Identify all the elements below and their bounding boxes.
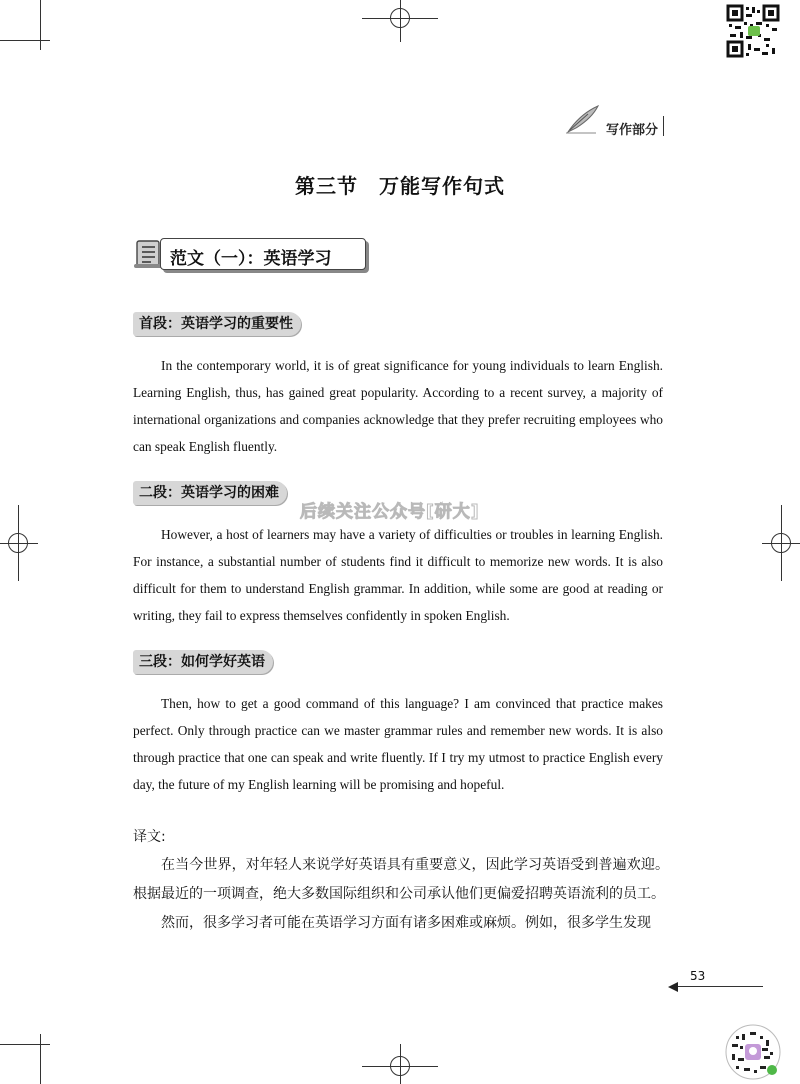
header-divider: [663, 116, 664, 136]
paragraph-heading-3: 三段：如何学好英语: [133, 650, 273, 674]
paragraph-heading-2: 二段：英语学习的困难: [133, 481, 287, 505]
paragraph-3: Then, how to get a good command of this language? I am convinced that practice makes perfect. Only through practice can we master grammar rules and remember new words. It is also through practice that one can speak and write fluently. If I try my utmost to practice English every day, the future of my English learning will be promising and hopeful.: [133, 696, 663, 792]
sample-title: 范文（一）：英语学习: [170, 249, 332, 269]
section-title: 第三节 万能写作句式: [295, 174, 505, 198]
qr-code-icon: [726, 4, 780, 58]
page-number-marker: [668, 982, 678, 992]
qr-code-icon: [724, 1024, 782, 1080]
translation-label: 译文:: [133, 829, 166, 845]
paragraph-2: However, a host of learners may have a variety of difficulties or troubles in learning English. For instance, a substantial number of students find it difficult to memorize new words. It is also difficult for them to understand English grammar. In addition, while some are good at reading or writing, they fail to express themselves confidently in spoken English.: [133, 527, 663, 623]
page-number-rule: [675, 986, 763, 987]
watermark: 后续关注公众号[研大]: [300, 502, 480, 522]
paragraph-heading-1: 首段：英语学习的重要性: [133, 312, 301, 336]
translation-paragraph-2: 然而，很多学习者可能在英语学习方面有诸多困难或麻烦。例如，很多学生发现: [161, 915, 651, 931]
pen-icon: [566, 104, 600, 134]
header-label: 写作部分: [606, 123, 659, 138]
page-number: 53: [690, 969, 706, 983]
translation-paragraph-1: 在当今世界，对年轻人来说学好英语具有重要意义，因此学习英语受到普遍欢迎。根据最近的一项调查，绝大多数国际组织和公司承认他们更偏爱招聘英语流利的员工。: [133, 857, 669, 902]
paragraph-1: In the contemporary world, it is of great significance for young individuals to learn English. Learning English, thus, has gained great popularity. According to a recent survey, a majority of international organizations and companies acknowledge that they prefer recruiting employees who can speak English fluently.: [133, 358, 663, 454]
